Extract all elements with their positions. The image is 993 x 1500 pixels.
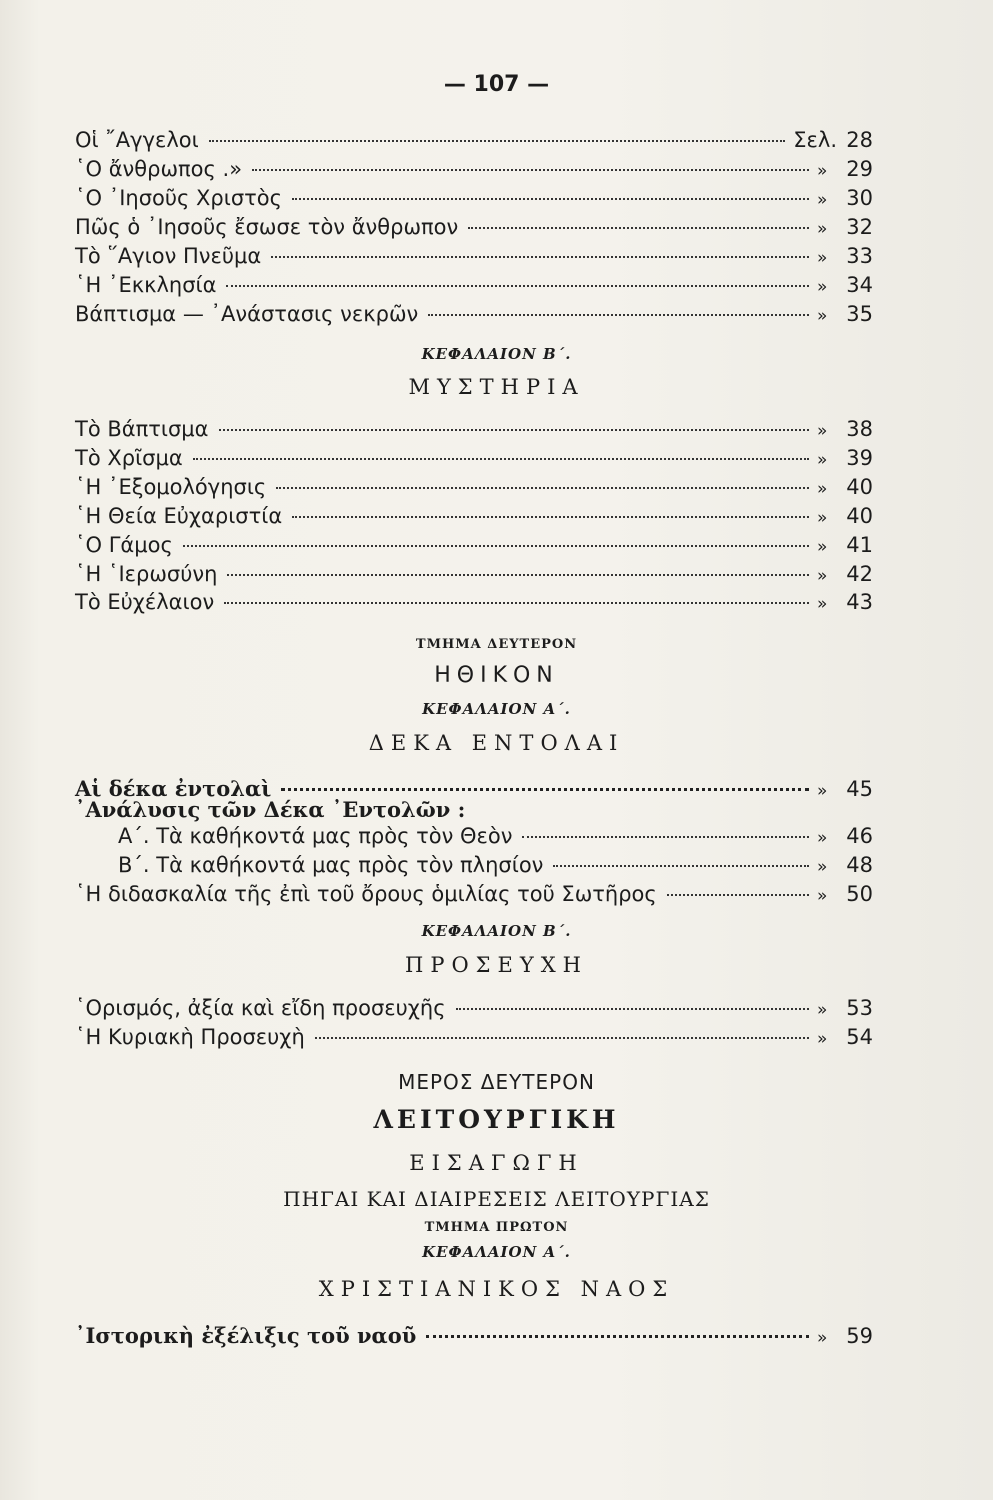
dot-leader <box>553 865 809 867</box>
toc-entry <box>75 1323 873 1351</box>
dot-leader <box>522 836 809 838</box>
section-subtitle: ΠΗΓΑΙ ΚΑΙ ΔΙΑΙΡΕΣΕΙΣ ΛΕΙΤΟΥΡΓΙΑΣ <box>283 1187 710 1211</box>
page-number: — 107 — <box>443 72 550 97</box>
dot-leader <box>226 285 809 287</box>
toc-entry-title: ᾿Ιστορικὴ ἐξέλιξις τοῦ ναοῦ <box>75 1323 417 1348</box>
toc-entry <box>75 157 873 185</box>
section-title: ΠΡΟΣΕΥΧΗ <box>405 953 588 977</box>
toc-entry-page: 30 <box>846 186 873 210</box>
toc-entry-title: Τὸ ῞Αγιον Πνεῦμα <box>75 244 262 268</box>
ditto-mark: » <box>817 1000 828 1020</box>
toc-entry <box>75 504 873 532</box>
toc-entry-title: ῾Ο Γάμος <box>75 533 173 557</box>
toc-entry-title: ῾Η ᾿Εξομολόγησις <box>75 475 267 499</box>
dot-leader <box>292 198 809 200</box>
part-label: ΜΕΡΟΣ ΔΕΥΤΕΡΟΝ <box>398 1070 595 1094</box>
analysis-heading: ᾿Ανάλυσις τῶν Δέκα ᾿Εντολῶν : <box>75 797 466 822</box>
dot-leader <box>468 227 809 229</box>
toc-entry-title: Αἱ δέκα ἐντολαὶ <box>75 776 272 801</box>
toc-entry <box>75 215 873 243</box>
part-title: ΛΕΙΤΟΥΡΓΙΚΗ <box>373 1105 620 1134</box>
section-title: ΗΘΙΚΟΝ <box>434 663 559 688</box>
toc-entry-page: 35 <box>846 302 873 326</box>
toc-entry-page: 45 <box>846 777 873 801</box>
toc-entry-title: ῾Ο ᾿Ιησοῦς Χριστὸς <box>75 186 282 210</box>
toc-entry-title: ῾Ορισμός, ἀξία καὶ εἴδη προσευχῆς <box>75 996 446 1020</box>
toc-entry-page: 39 <box>846 446 873 470</box>
ditto-mark: » <box>817 306 828 326</box>
section-label: ΤΜΗΜΑ ΠΡΩΤΟΝ <box>424 1220 569 1235</box>
toc-entry-page: 46 <box>846 824 873 848</box>
section-title: ΔΕΚΑ ΕΝΤΟΛΑΙ <box>368 731 625 755</box>
dot-leader <box>456 1008 809 1010</box>
toc-entry <box>118 824 873 852</box>
dot-leader <box>183 545 809 547</box>
toc-entry-page: 41 <box>846 533 873 557</box>
section-title: ΧΡΙΣΤΙΑΝΙΚΟΣ ΝΑΟΣ <box>318 1277 675 1301</box>
ditto-mark: » <box>817 857 828 877</box>
dot-leader <box>252 169 809 171</box>
ditto-mark: » <box>817 219 828 239</box>
page-prefix: Σελ. <box>793 128 837 152</box>
chapter-heading: ΚΕΦΑΛΑΙΟΝ Α΄. <box>422 700 571 718</box>
ditto-mark: » <box>817 161 828 181</box>
toc-entry <box>75 533 873 561</box>
chapter-heading: ΚΕΦΑΛΑΙΟΝ Β΄. <box>421 922 572 940</box>
toc-entry <box>75 302 873 330</box>
toc-entry <box>75 446 873 474</box>
ditto-mark: » <box>817 566 828 586</box>
toc-entry-title: ῾Η ᾿Εκκλησία <box>75 273 217 297</box>
chapter-heading: ΚΕΦΑΛΑΙΟΝ Α΄. <box>422 1243 571 1261</box>
dot-leader <box>271 256 809 258</box>
toc-entry <box>75 590 873 618</box>
toc-entry-title: Βάπτισμα — ᾿Ανάστασις νεκρῶν <box>75 302 419 326</box>
toc-entry-page: 59 <box>846 1324 873 1348</box>
ditto-mark: » <box>817 886 828 906</box>
toc-entry <box>75 475 873 503</box>
dot-leader <box>426 1335 809 1338</box>
section-title: ΕΙΣΑΓΩΓΗ <box>409 1151 584 1175</box>
dot-leader <box>315 1037 809 1039</box>
toc-entry-title: ῾Η ῾Ιερωσύνη <box>75 562 218 586</box>
toc-entry-title: Τὸ Εὐχέλαιον <box>75 590 215 614</box>
toc-entry <box>75 562 873 590</box>
section-title: ΜΥΣΤΗΡΙΑ <box>408 375 585 399</box>
toc-entry-page: 42 <box>846 562 873 586</box>
ditto-mark: » <box>817 450 828 470</box>
ditto-mark: » <box>817 1328 828 1348</box>
section-label: ΤΜΗΜΑ ΔΕΥΤΕΡΟΝ <box>415 637 578 652</box>
toc-entry-title: Α΄. Τὰ καθήκοντά μας πρὸς τὸν Θεὸν <box>118 824 513 848</box>
toc-entry-title: ῾Η Θεία Εὐχαριστία <box>75 504 283 528</box>
toc-entry-page: 40 <box>846 504 873 528</box>
chapter-heading: ΚΕΦΑΛΑΙΟΝ Β΄. <box>421 345 572 363</box>
toc-entry-title: Τὸ Βάπτισμα <box>75 417 209 441</box>
ditto-mark: » <box>817 1029 828 1049</box>
toc-entry-title: Τὸ Χρῖσμα <box>75 446 183 470</box>
dot-leader <box>227 574 809 576</box>
toc-entry-page: 33 <box>846 244 873 268</box>
ditto-mark: » <box>817 781 828 801</box>
dot-leader <box>276 487 809 489</box>
toc-entry-page: 28 <box>846 128 873 152</box>
toc-entry <box>75 996 873 1024</box>
dot-leader <box>219 429 809 431</box>
dot-leader <box>209 140 786 142</box>
ditto-mark: » <box>817 479 828 499</box>
ditto-mark: » <box>817 248 828 268</box>
dot-leader <box>281 788 809 791</box>
toc-entry-title: ῾Η διδασκαλία τῆς ἐπὶ τοῦ ὄρους ὁμιλίας τοῦ Σωτῆρος <box>75 882 657 906</box>
toc-entry <box>75 273 873 301</box>
toc-entry-page: 40 <box>846 475 873 499</box>
toc-entry-page: 43 <box>846 590 873 614</box>
toc-entry-page: 54 <box>846 1025 873 1049</box>
toc-entry-title: Β΄. Τὰ καθήκοντά μας πρὸς τὸν πλησίον <box>118 853 544 877</box>
dot-leader <box>193 458 809 460</box>
toc-entry-page: 29 <box>846 157 873 181</box>
toc-entry <box>75 244 873 272</box>
toc-entry-page: 38 <box>846 417 873 441</box>
ditto-mark: » <box>817 828 828 848</box>
toc-entry <box>75 1025 873 1053</box>
toc-entry <box>75 186 873 214</box>
dot-leader <box>428 314 809 316</box>
toc-entry <box>75 882 873 910</box>
toc-entry-page: 34 <box>846 273 873 297</box>
dot-leader <box>667 894 809 896</box>
toc-entry-page: 50 <box>846 882 873 906</box>
toc-entry-title: Οἱ ῎Αγγελοι <box>75 128 199 152</box>
toc-entry <box>75 128 873 156</box>
toc-entry-title: ῾Η Κυριακὴ Προσευχὴ <box>75 1025 305 1049</box>
toc-entry <box>75 417 873 445</box>
toc-entry-title: Πῶς ὁ ᾿Ιησοῦς ἔσωσε τὸν ἄνθρωπον <box>75 215 459 239</box>
ditto-mark: » <box>817 421 828 441</box>
toc-entry <box>118 853 873 881</box>
toc-entry-title: ῾Ο ἄνθρωπος .» <box>75 157 243 181</box>
ditto-mark: » <box>817 537 828 557</box>
dot-leader <box>224 602 809 604</box>
ditto-mark: » <box>817 190 828 210</box>
dot-leader <box>292 516 809 518</box>
toc-subheading <box>75 797 873 825</box>
toc-entry-page: 32 <box>846 215 873 239</box>
ditto-mark: » <box>817 594 828 614</box>
toc-entry-page: 48 <box>846 853 873 877</box>
toc-entry-page: 53 <box>846 996 873 1020</box>
ditto-mark: » <box>817 508 828 528</box>
ditto-mark: » <box>817 277 828 297</box>
